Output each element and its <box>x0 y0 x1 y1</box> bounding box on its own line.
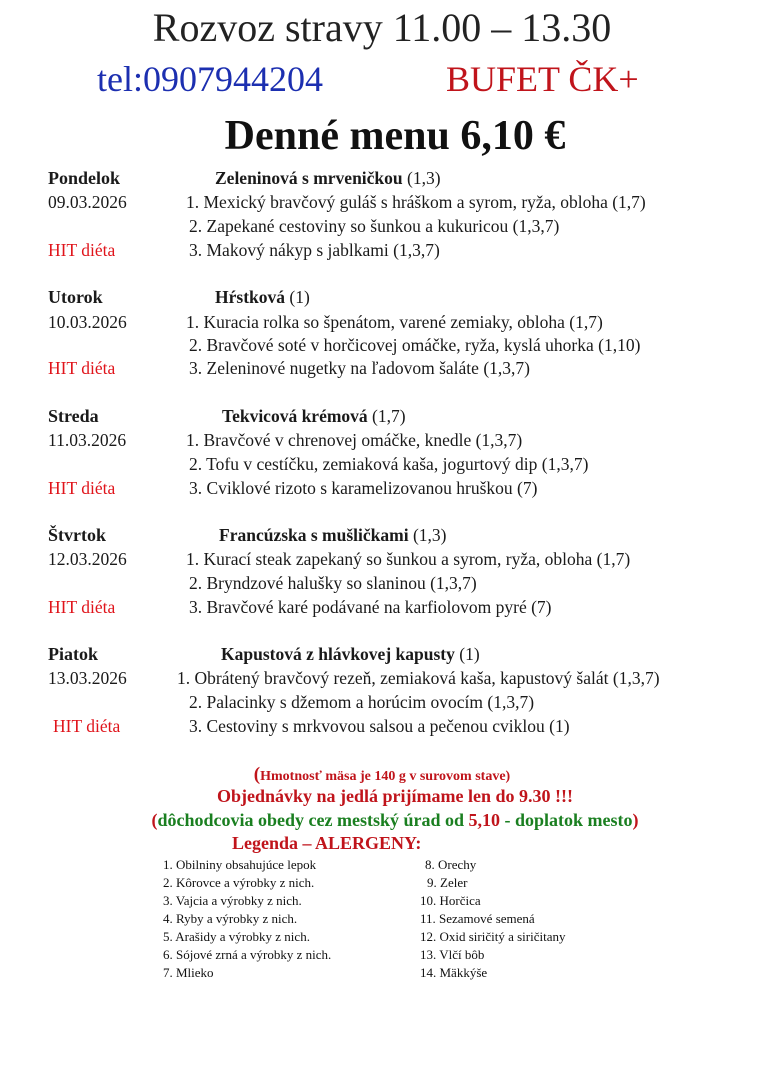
phone-number[interactable]: tel:0907944204 <box>97 59 323 99</box>
seniors-close-paren: ) <box>632 810 639 830</box>
day-name: Piatok <box>48 644 99 664</box>
allergen-legend-title: Legenda – ALERGENY: <box>232 833 422 853</box>
dish-2: 2. Zapekané cestoviny so šunkou a kukuricou (1,3,7) <box>189 216 560 236</box>
diet-label: HIT diéta <box>48 240 116 260</box>
dish-3: 3. Makový nákyp s jablkami (1,3,7) <box>189 240 440 260</box>
dish-1: 1. Obrátený bravčový rezeň, zemiaková kaša, kapustový šalát (1,3,7) <box>177 668 660 688</box>
allergen-item: 9. Zeler <box>427 875 468 890</box>
day-name: Štvrtok <box>48 525 106 545</box>
dish-3: 3. Bravčové karé podávané na karfiolovom pyré (7) <box>189 597 552 617</box>
dish-2: 2. Bryndzové halušky so slaninou (1,3,7) <box>189 573 477 593</box>
diet-label: HIT diéta <box>48 597 116 617</box>
allergen-item: 3. Vajcia a výrobky z nich. <box>163 893 302 908</box>
allergen-item: 2. Kôrovce a výrobky z nich. <box>163 875 315 890</box>
day-date: 11.03.2026 <box>48 430 127 450</box>
dish-2: 2. Bravčové soté v horčicovej omáčke, ryža, kyslá uhorka (1,10) <box>189 335 641 355</box>
soup-allergens: (1,3) <box>412 525 447 545</box>
day-date: 10.03.2026 <box>48 312 127 332</box>
dish-2: 2. Palacinky s džemom a horúcim ovocím (1,3,7) <box>189 692 535 712</box>
diet-label: HIT diéta <box>48 478 116 498</box>
diet-label: HIT diéta <box>53 716 121 736</box>
dish-1: 1. Mexický bravčový guláš s hráškom a syrom, ryža, obloha (1,7) <box>186 192 646 212</box>
dish-3: 3. Cviklové rizoto s karamelizovanou hruškou (7) <box>189 478 538 498</box>
day-name: Streda <box>48 406 99 426</box>
soup-allergens: (1,7) <box>372 406 406 426</box>
soup-name: Francúzska s mušličkami <box>219 525 409 545</box>
note-open-paren: ( <box>253 764 261 785</box>
day-date: 13.03.2026 <box>48 668 127 688</box>
dish-3: 3. Zeleninové nugetky na ľadovom šaláte (1,3,7) <box>189 358 530 378</box>
allergen-item: 1. Obilniny obsahujúce lepok <box>163 857 317 872</box>
dish-2: 2. Tofu v cestíčku, zemiaková kaša, jogurtový dip (1,3,7) <box>189 454 589 474</box>
soup <box>215 287 310 308</box>
allergen-item: 8. Orechy <box>425 857 477 872</box>
soup-name: Tekvicová krémová <box>222 406 368 426</box>
brand-name: BUFET ČK+ <box>446 59 639 99</box>
day-date: 12.03.2026 <box>48 549 127 569</box>
allergen-item: 6. Sójové zrná a výrobky z nich. <box>163 947 332 962</box>
menu-title: Denné menu 6,10 € <box>224 113 566 159</box>
dish-1: 1. Bravčové v chrenovej omáčke, knedle (1,3,7) <box>186 430 523 450</box>
note-text: Hmotnosť mäsa je 140 g v surovom stave) <box>260 769 511 784</box>
allergen-item: 5. Arašidy a výrobky z nich. <box>163 929 310 944</box>
allergen-item: 13. Vlčí bôb <box>420 947 485 962</box>
meat-weight-note <box>0 764 764 786</box>
soup-allergens: (1) <box>289 287 310 307</box>
allergen-item: 4. Ryby a výrobky z nich. <box>163 911 298 926</box>
allergen-item: 12. Oxid siričitý a siričitany <box>420 929 566 944</box>
day-name: Utorok <box>48 287 103 307</box>
seniors-text: dôchodcovia obedy cez mestský úrad od <box>157 810 469 830</box>
dish-3: 3. Cestoviny s mrkvovou salsou a pečenou cviklou (1) <box>189 716 570 736</box>
seniors-price: 5,10 <box>468 810 500 830</box>
soup-allergens: (1,3) <box>407 168 441 188</box>
allergen-item: 10. Horčica <box>420 893 481 908</box>
soup-name: Zeleninová s mrveničkou <box>215 168 403 188</box>
soup <box>221 644 480 665</box>
soup <box>215 168 441 189</box>
allergen-item: 14. Mäkkýše <box>420 965 488 980</box>
day-name: Pondelok <box>48 168 121 188</box>
diet-label: HIT diéta <box>48 358 116 378</box>
day-date: 09.03.2026 <box>48 192 127 212</box>
soup <box>219 525 447 546</box>
delivery-hours: Rozvoz stravy 11.00 – 13.30 <box>152 5 612 50</box>
soup-name: Hŕstková <box>215 287 285 307</box>
allergen-item: 11. Sezamové semená <box>420 911 535 926</box>
soup-name: Kapustová z hlávkovej kapusty <box>221 644 455 664</box>
dish-1: 1. Kuracia rolka so špenátom, varené zemiaky, obloha (1,7) <box>186 312 603 332</box>
seniors-tail: - doplatok mesto <box>500 810 633 830</box>
dish-1: 1. Kurací steak zapekaný so šunkou a syrom, ryža, obloha (1,7) <box>186 549 631 569</box>
order-deadline-note: Objednávky na jedlá prijímame len do 9.30 !!! <box>216 786 573 806</box>
seniors-open-paren: ( <box>151 810 158 830</box>
seniors-note <box>0 810 764 831</box>
soup <box>222 406 406 427</box>
soup-allergens: (1) <box>459 644 480 664</box>
allergen-item: 7. Mlieko <box>163 965 214 980</box>
